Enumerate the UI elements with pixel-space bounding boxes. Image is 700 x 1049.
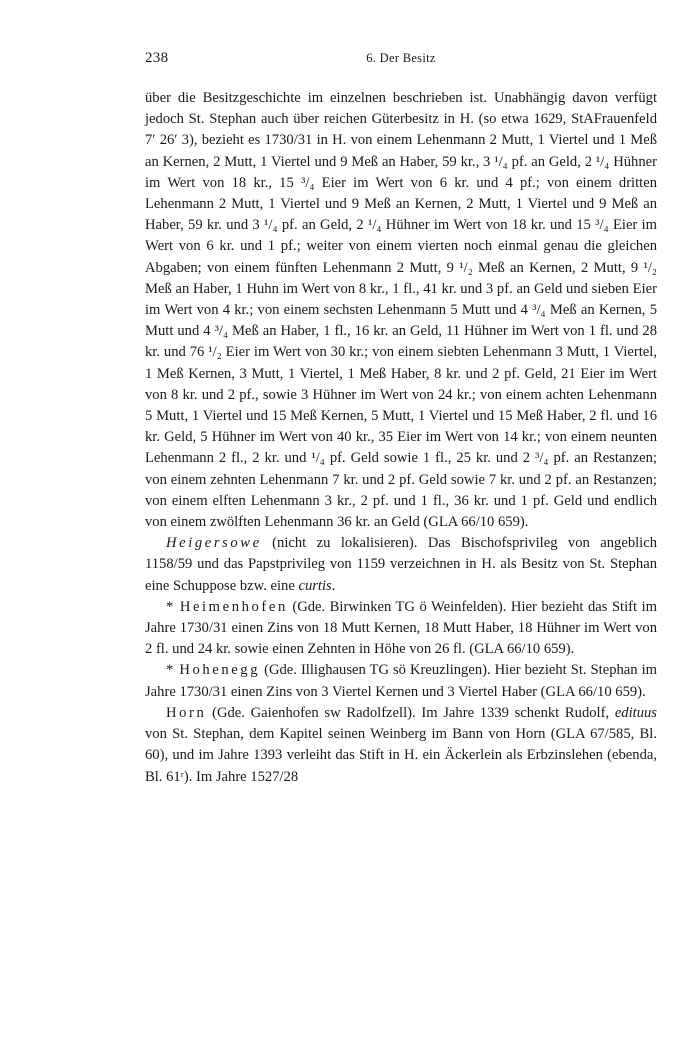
- entry-text: (nicht zu lokalisieren). Das Bischofsprivileg von angeblich 1158/59 und das Papstprivileg von 1159 verzeichnen in H. als Besitz von St. Stephan eine Schuppose bzw. eine: [145, 535, 657, 594]
- page-header: [145, 50, 657, 74]
- body-text: [145, 88, 657, 788]
- running-head: 6. Der Besitz: [366, 51, 436, 65]
- entry-text: (Gde. Birwinken TG ö Weinfelden). Hier bezieht das Stift im Jahre 1730/31 einen Zins von 18 Mutt Kernen, 18 Mutt Haber, 18 Hühner im Wert von 2 fl. und 24 kr. sowie einen Zehnten in Höhe von 26 fl. (GLA 66/10 659).: [145, 598, 657, 658]
- entry-text: (Gde. Gaienhofen sw Radolfzell). Im Jahre 1339 schenkt Rudolf,: [206, 704, 615, 721]
- entry-text: (Gde. Illighausen TG sö Kreuzlingen). Hier bezieht St. Stephan im Jahre 1730/31 einen Zins von 3 Viertel Kernen und 3 Viertel Haber (GLA 66/10 659).: [145, 662, 657, 700]
- place-name: Heigersowe: [166, 535, 262, 552]
- place-name: Heimenhofen: [179, 598, 288, 615]
- asterisk-marker: *: [166, 662, 176, 679]
- asterisk-marker: *: [166, 598, 176, 615]
- entry-heigersowe: [145, 533, 657, 597]
- entry-italic-term: curtis: [298, 577, 332, 594]
- entry-horn: [145, 703, 657, 788]
- paragraph-hiltpoltzhofen-continued: über die Besitzgeschichte im einzelnen beschrieben ist. Unabhängig davon verfügt jedoch St. Stephan auch über reichen Güterbesitz in H. (so etwa 1629, StAFrauenfeld 7′ 26′ 3), bezieht es 1730/31 in H. von einem Lehenmann 2 Mutt, 1 Viertel und 1 Meß an Kernen, 2 Mutt, 1 Viertel und 9 Meß an Haber, 59 kr., 3 ¹/₄ pf. an Geld, 2 ¹/₄ Hühner im Wert von 18 kr., 15 ³/₄ Eier im Wert von 6 kr. und 4 pf.; von einem dritten Lehenmann 2 Mutt, 1 Viertel und 9 Meß an Kernen, 2 Mutt, 1 Viertel und 9 Meß an Haber, 59 kr. und 3 ¹/₄ pf. an Geld, 2 ¹/₄ Hühner im Wert von 18 kr. und 15 ³/₄ Eier im Wert von 6 kr. und 1 pf.; weiter von einem vierten noch einmal genau die gleichen Abgaben; von einem fünften Lehenmann 2 Mutt, 9 ¹/₂ Meß an Kernen, 2 Mutt, 9 ¹/₂ Meß an Haber, 1 Huhn im Wert von 8 kr., 1 fl., 41 kr. und 3 pf. an Geld und sieben Eier im Wert von 4 kr.; von einem sechsten Lehenmann 5 Mutt und 4 ³/₄ Meß an Kernen, 5 Mutt und 4 ³/₄ Meß an Haber, 1 fl., 16 kr. an Geld, 11 Hühner im Wert von 1 fl. und 28 kr. und 76 ¹/₂ Eier im Wert von 30 kr.; von einem siebten Lehenmann 3 Mutt, 1 Viertel, 1 Meß Kernen, 3 Mutt, 1 Viertel, 1 Meß Haber, 8 kr. und 2 pf. Geld, 21 Eier im Wert von 8 kr. und 2 pf., sowie 3 Hühner im Wert von 24 kr.; von einem achten Lehenmann 5 Mutt, 1 Viertel und 15 Meß Kernen, 5 Mutt, 1 Viertel und 15 Meß Haber, 2 fl. und 16 kr. Geld, 5 Hühner im Wert von 40 kr., 35 Eier im Wert von 14 kr.; von einem neunten Lehenmann 2 fl., 2 kr. und ¹/₄ pf. Geld sowie 1 fl., 25 kr. und 2 ³/₄ pf. an Restanzen; von einem zehnten Lehenmann 7 kr. und 2 pf. Geld sowie 7 kr. und 2 pf. an Restanzen; von einem elften Lehenmann 3 kr., 2 pf. und 1 fl., 36 kr. und 1 pf. Geld und endlich von einem zwölften Lehenmann 36 kr. an Geld (GLA 66/10 659).: [145, 90, 657, 531]
- entry-italic-term: edituus: [614, 704, 657, 721]
- entry-hohenegg: [145, 660, 657, 702]
- entry-text-end: .: [331, 577, 336, 594]
- place-name: Horn: [166, 704, 207, 721]
- entry-heimenhofen: [145, 597, 657, 661]
- place-name: Hohenegg: [179, 662, 261, 679]
- page-number: 238: [145, 50, 169, 66]
- entry-text-end: von St. Stephan, dem Kapitel seinen Weinberg im Bann von Horn (GLA 67/585, Bl. 60), und im Jahre 1393 verleiht das Stift in H. ein Äckerlein als Erbzinslehen (ebenda, Bl. 61ʳ). Im Jahre 1527/28: [145, 726, 657, 785]
